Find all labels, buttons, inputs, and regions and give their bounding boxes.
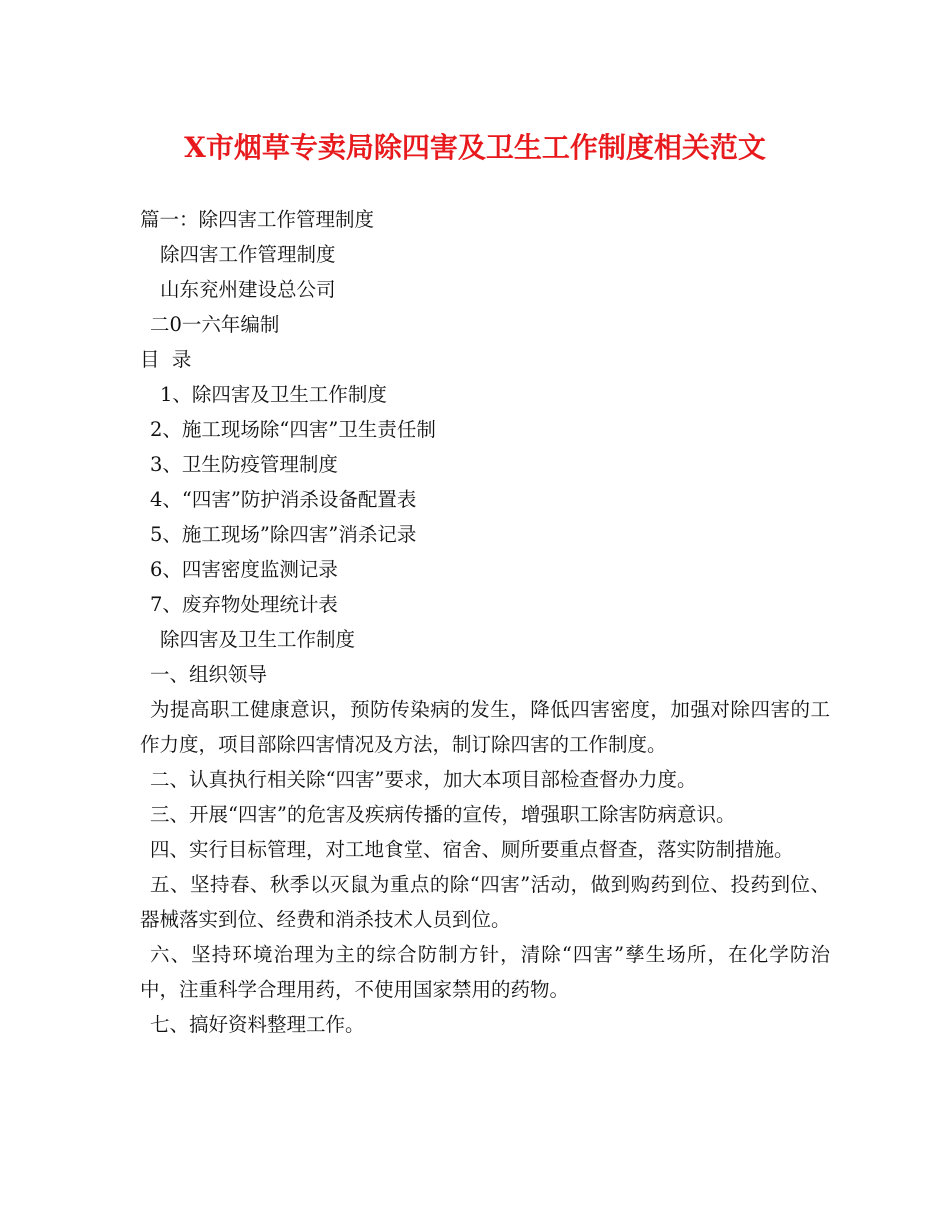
body-paragraph: 七、搞好资料整理工作。 [150, 1013, 365, 1036]
section-heading: 篇一：除四害工作管理制度 [140, 208, 375, 231]
toc-item: 6、四害密度监测记录 [150, 558, 338, 581]
toc-item: 3、卫生防疫管理制度 [150, 453, 338, 476]
body-paragraph: 为提高职工健康意识，预防传染病的发生，降低四害密度，加强对除四害的工作力度，项目部除四害情况及方法，制订除四害的工作制度。 [140, 698, 830, 756]
subtitle: 除四害工作管理制度 [160, 243, 336, 266]
document-title: X市烟草专卖局除四害及卫生工作制度相关范文 [184, 131, 766, 164]
toc-item: 5、施工现场”除四害”消杀记录 [150, 523, 417, 546]
body-paragraph: 六、坚持环境治理为主的综合防制方针，清除“四害”孳生场所，在化学防治中，注重科学合理用药，不使用国家禁用的药物。 [140, 943, 830, 1001]
toc-item: 4、“四害”防护消杀设备配置表 [150, 488, 417, 511]
body-paragraph: 三、开展“四害”的危害及疾病传播的宣传，增强职工除害防病意识。 [150, 803, 736, 826]
company-name: 山东兖州建设总公司 [160, 278, 336, 301]
document-body [140, 202, 830, 1042]
body-paragraph: 五、坚持春、秋季以灭鼠为重点的除“四害”活动，做到购药到位、投药到位、器械落实到位、经费和消杀技术人员到位。 [140, 873, 830, 931]
body-paragraph: 四、实行目标管理，对工地食堂、宿舍、厕所要重点督查，落实防制措施。 [150, 838, 794, 861]
toc-item: 1、除四害及卫生工作制度 [160, 383, 387, 406]
toc-item: 7、废弃物处理统计表 [150, 593, 338, 616]
section-item: 一、组织领导 [150, 663, 268, 686]
toc-item: 2、施工现场除“四害”卫生责任制 [150, 418, 436, 441]
compile-date: 二0一六年编制 [150, 313, 280, 336]
body-paragraph: 二、认真执行相关除“四害”要求，加大本项目部检查督办力度。 [150, 768, 697, 791]
toc-heading: 目 录 [140, 348, 192, 371]
section-title: 除四害及卫生工作制度 [160, 628, 356, 651]
